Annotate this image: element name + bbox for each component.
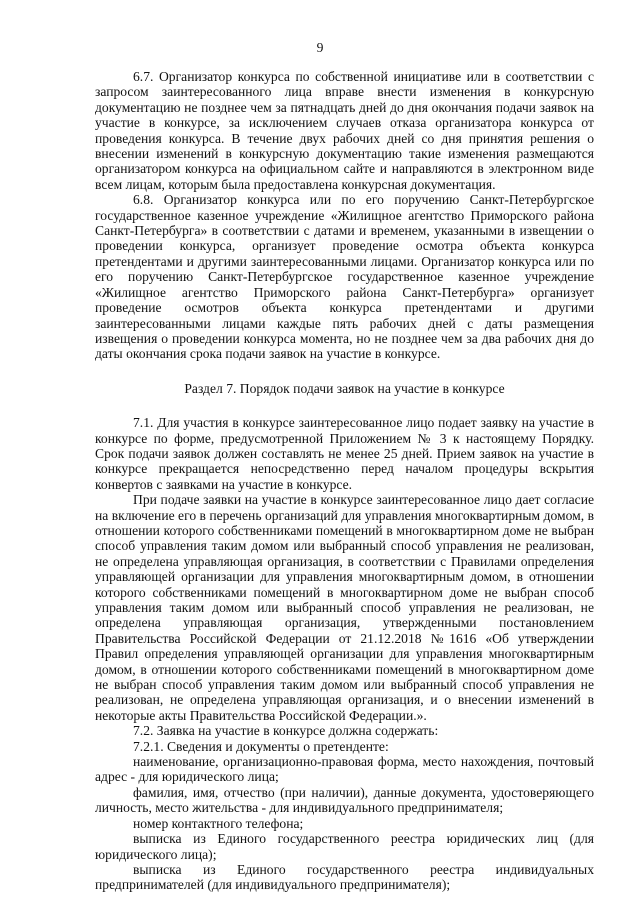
- paragraph-6-8: 6.8. Организатор конкурса или по его поручению Санкт-Петербургское государственное казенное учреждение «Жилищное агентство Приморского района Санкт-Петербурга» в соответствии с датами и временем, указанными в извещении о проведении конкурса, организует проведение осмотра объекта конкурса претендентами и другими заинтересованными лицами. Организатор конкурса или по его поручению Санкт-Петербургское государственное казенное учреждение «Жилищное агентство Приморского района Санкт-Петербурга» организует проведение осмотров объекта конкурса претендентами и другими заинтересованными лицами каждые пять рабочих дней с даты размещения извещения о проведении конкурса момента, но не позднее чем за два рабочих дня до даты окончания срока подачи заявок на участие в конкурсе.: [95, 192, 594, 362]
- paragraph-7-1: 7.1. Для участия в конкурсе заинтересованное лицо подает заявку на участие в конкурсе по форме, предусмотренной Приложением № 3 к настоящему Порядку. Срок подачи заявок должен составлять не менее 25 дней. Прием заявок на участие в конкурсе прекращается непосредственно перед началом процедуры вскрытия конвертов с заявками на участие в конкурсе.: [95, 415, 594, 492]
- section-7-heading: Раздел 7. Порядок подачи заявок на участие в конкурсе: [184, 380, 505, 396]
- paragraph-6-7: 6.7. Организатор конкурса по собственной инициативе или в соответствии с запросом заинтересованного лица вправе внести изменения в конкурсную документацию не позднее чем за пятнадцать дней до дня окончания подачи заявок на участие в конкурсе, за исключением случаев отказа организатора конкурса от проведения конкурса. В течение двух рабочих дней со дня принятия решения о внесении изменений в конкурсную документацию такие изменения размещаются организатором конкурса на официальном сайте и направляются в электронном виде всем лицам, которым была предоставлена конкурсная документация.: [95, 69, 594, 192]
- paragraph-7-2: 7.2. Заявка на участие в конкурсе должна содержать:: [133, 723, 439, 739]
- list-item-egrul-extract: выписка из Единого государственного реестра юридических лиц (для юридического лица);: [95, 831, 594, 862]
- list-item-entrepreneur-identity: фамилия, имя, отчество (при наличии), данные документа, удостоверяющего личность, место жительства - для индивидуального предпринимателя;: [95, 784, 594, 816]
- list-item-legal-entity-name: наименование, организационно-правовая форма, место нахождения, почтовый адрес - для юридического лица;: [95, 754, 594, 785]
- paragraph-consent: При подаче заявки на участие в конкурсе заинтересованное лицо дает согласие на включение его в перечень организаций для управления многоквартирным домом, в отношении которого собственниками помещений в многоквартирном доме не выбран способ управления таким домом или выбранный способ управления не реализован, не определена управляющая организация, в соответствии с Правилами определения управляющей организации для управления многоквартирным домом, в отношении которого собственниками помещений в многоквартирном доме не выбран способ управления таким домом или выбранный способ управления не реализован, не определена управляющая организация, утвержденными постановлением Правительства Российской Федерации от 21.12.2018 №1616 «Об утверждении Правил определения управляющей организации для управления многоквартирным домом, в отношении которого собственниками помещений в многоквартирном доме не выбран способ управления таким домом или выбранный способ управления не реализован, не определена управляющая организация, и о внесении изменений в некоторые акты Правительства Российской Федерации.».: [95, 492, 594, 723]
- list-item-egrip-extract: выписка из Единого государственного реестра индивидуальных предпринимателей (для индивидуального предпринимателя);: [95, 861, 594, 893]
- paragraph-7-2-1: 7.2.1. Сведения и документы о претенденте:: [133, 738, 389, 754]
- page-number: 9: [316, 40, 324, 55]
- list-item-phone: номер контактного телефона;: [133, 815, 304, 831]
- document-body: [95, 69, 594, 893]
